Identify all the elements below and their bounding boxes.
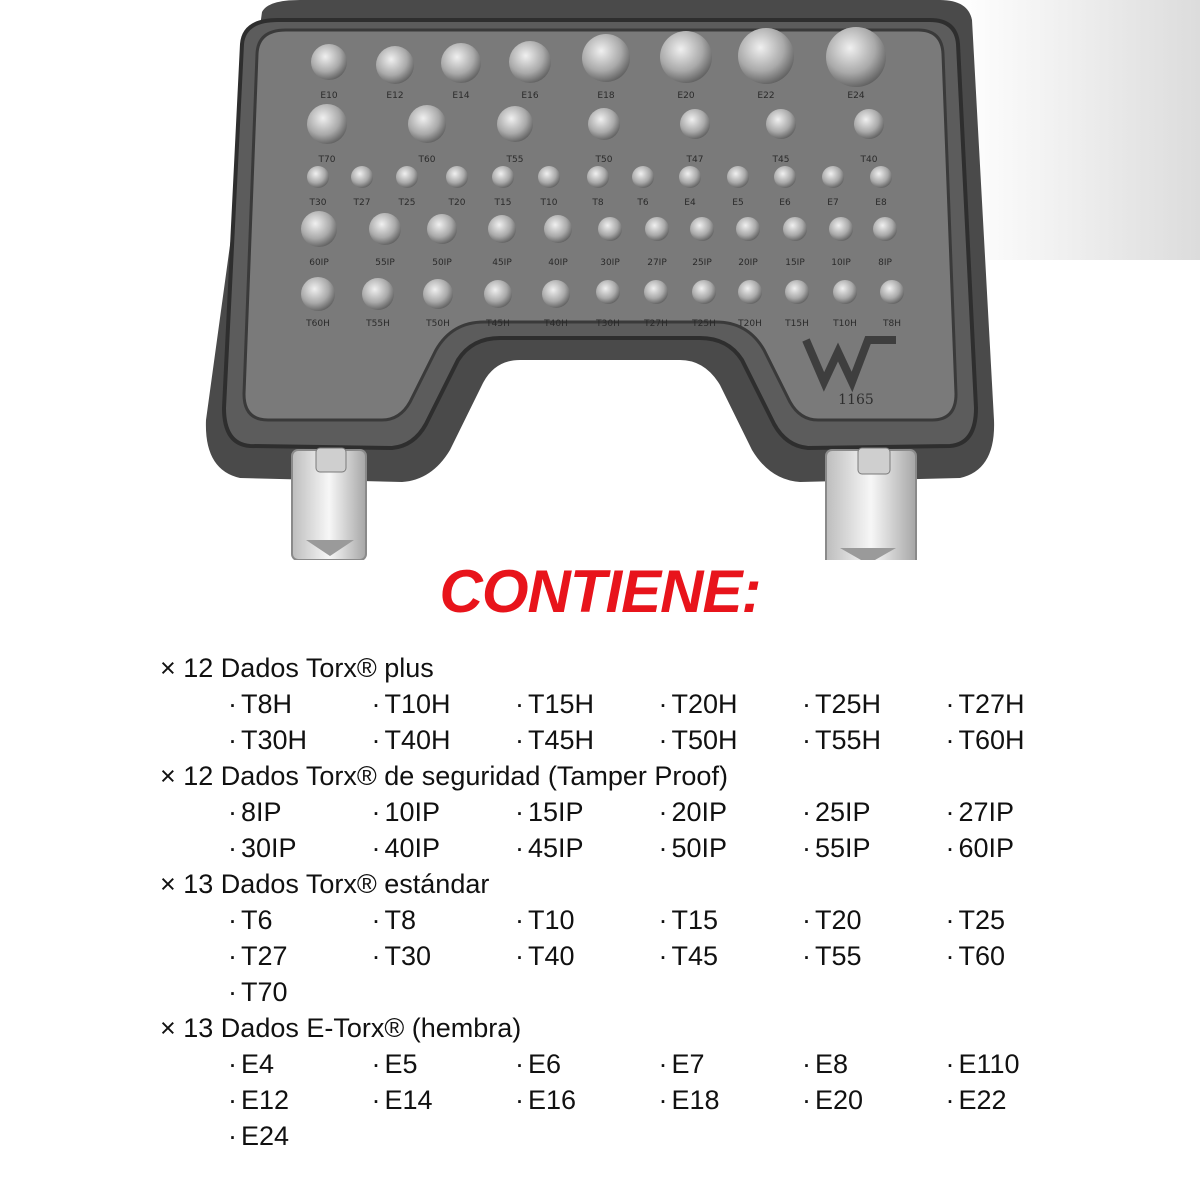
bullet-dot: · (228, 905, 237, 935)
bullet-dot: · (658, 941, 668, 971)
list-item (946, 938, 1090, 974)
list-item (515, 722, 659, 758)
group-title: × 12 Dados Torx® de seguridad (Tamper Proof) (160, 761, 728, 791)
item-label: T40H (384, 725, 451, 755)
slot-label: E22 (757, 91, 775, 101)
item-grid (160, 686, 1120, 758)
list-item (946, 794, 1090, 830)
list-item (802, 794, 946, 830)
item-grid (160, 902, 1120, 1010)
bullet-dot: · (658, 905, 668, 935)
bullet-dot: · (658, 1049, 668, 1079)
item-label: T60 (958, 941, 1006, 971)
bullet-dot: · (515, 689, 524, 719)
slot-label: T20 (448, 198, 466, 208)
slot-label: E24 (847, 91, 865, 101)
slot-label: T25H (692, 319, 716, 329)
group-title: × 13 Dados E-Torx® (hembra) (160, 1013, 522, 1043)
item-label: E8 (815, 1049, 849, 1079)
socket-27ip (645, 217, 669, 241)
item-label: T15H (528, 689, 595, 719)
slot-label: T55 (506, 155, 524, 165)
contents-heading: CONTIENE: (439, 558, 761, 625)
slot-label: 50IP (432, 258, 452, 268)
list-item (946, 1082, 1090, 1118)
socket-e8 (870, 166, 892, 188)
item-label: E18 (671, 1085, 720, 1115)
slot-label: T30H (596, 319, 620, 329)
socket-e7 (822, 166, 844, 188)
list-item (228, 722, 372, 758)
socket-e24 (826, 27, 886, 87)
bullet-dot: · (945, 905, 955, 935)
list-item (946, 830, 1090, 866)
list-item (372, 722, 516, 758)
slot-label: 45IP (492, 258, 512, 268)
bullet-dot: · (945, 797, 955, 827)
bullet-dot: · (371, 905, 381, 935)
slot-label: E10 (320, 91, 338, 101)
item-label: E20 (815, 1085, 864, 1115)
slot-label: 10IP (831, 258, 851, 268)
slot-label: T50H (426, 319, 450, 329)
item-label: T60H (958, 725, 1025, 755)
socket-t30h (596, 280, 620, 304)
bullet-dot: · (228, 689, 237, 719)
group-torx-standard (160, 866, 1120, 1010)
list-item (228, 1046, 372, 1082)
item-label: E12 (241, 1085, 290, 1115)
list-item (946, 1046, 1090, 1082)
item-label: 10IP (384, 797, 441, 827)
item-grid (160, 1046, 1120, 1154)
slot-label: E6 (779, 198, 791, 208)
socket-50ip (427, 214, 457, 244)
bullet-dot: · (515, 725, 524, 755)
bullet-dot: · (371, 941, 381, 971)
item-label: T10 (528, 905, 575, 935)
item-label: 15IP (528, 797, 584, 827)
socket-t25h (692, 280, 716, 304)
item-label: 60IP (958, 833, 1015, 863)
bullet-dot: · (658, 725, 668, 755)
list-item (228, 830, 372, 866)
list-item (946, 722, 1090, 758)
bullet-dot: · (228, 1049, 237, 1079)
socket-t15h (785, 280, 809, 304)
socket-40ip (544, 215, 572, 243)
socket-t20 (446, 166, 468, 188)
bullet-dot: · (371, 1049, 381, 1079)
list-item (659, 1082, 803, 1118)
bullet-dot: · (228, 833, 237, 863)
item-label: E4 (241, 1049, 275, 1079)
bullet-dot: · (945, 725, 955, 755)
item-label: 55IP (815, 833, 871, 863)
bullet-dot: · (515, 833, 524, 863)
socket-t10 (538, 166, 560, 188)
socket-e16 (509, 41, 551, 83)
slot-label: 40IP (548, 258, 568, 268)
group-tamper-proof (160, 758, 1120, 866)
bullet-dot: · (228, 941, 237, 971)
bullet-dot: · (228, 725, 237, 755)
list-item (659, 794, 803, 830)
list-item (802, 722, 946, 758)
item-label: 25IP (815, 797, 871, 827)
socket-e18 (582, 34, 630, 82)
slot-label: T40H (544, 319, 568, 329)
socket-e6 (774, 166, 796, 188)
list-item (515, 686, 659, 722)
item-label: T50H (671, 725, 738, 755)
contents-list (160, 650, 1120, 1154)
item-label: T10H (384, 689, 451, 719)
item-label: E16 (528, 1085, 577, 1115)
case-model-number: 1165 (838, 392, 874, 408)
slot-label: E7 (827, 198, 839, 208)
slot-label: E4 (684, 198, 696, 208)
list-item (659, 938, 803, 974)
slot-label: 55IP (375, 258, 395, 268)
product-photo (0, 0, 1200, 560)
socket-e10 (311, 44, 347, 80)
bullet-dot: · (802, 797, 811, 827)
background-shadow (960, 0, 1200, 260)
bullet-dot: · (658, 833, 668, 863)
socket-case-illustration (0, 0, 1200, 560)
socket-t30 (307, 166, 329, 188)
socket-e5 (727, 166, 749, 188)
item-label: 27IP (958, 797, 1015, 827)
list-item (372, 794, 516, 830)
slot-label: 20IP (738, 258, 758, 268)
socket-t15 (492, 166, 514, 188)
item-label: T25H (815, 689, 882, 719)
socket-10ip (829, 217, 853, 241)
socket-t20h (738, 280, 762, 304)
bullet-dot: · (228, 1121, 237, 1151)
item-grid (160, 794, 1120, 866)
slot-label: T27 (353, 198, 371, 208)
list-item (946, 902, 1090, 938)
slot-label: T47 (686, 155, 704, 165)
bullet-dot: · (802, 1085, 811, 1115)
socket-t27h (644, 280, 668, 304)
list-item (659, 722, 803, 758)
item-label: T8 (384, 905, 417, 935)
socket-t55h (362, 278, 394, 310)
socket-e14 (441, 43, 481, 83)
item-label: 8IP (241, 797, 282, 827)
group-title: × 13 Dados Torx® estándar (160, 869, 490, 899)
list-item (515, 794, 659, 830)
bullet-dot: · (228, 1085, 237, 1115)
list-item (802, 1082, 946, 1118)
item-label: T15 (671, 905, 719, 935)
slot-label: 8IP (878, 258, 892, 268)
bullet-dot: · (228, 977, 237, 1007)
list-item (659, 830, 803, 866)
list-item (372, 830, 516, 866)
item-label: T20H (671, 689, 738, 719)
slot-label: T27H (644, 319, 668, 329)
item-label: 45IP (528, 833, 584, 863)
group-e-torx (160, 1010, 1120, 1154)
list-item (372, 938, 516, 974)
slot-label: E18 (597, 91, 615, 101)
list-item (515, 902, 659, 938)
socket-55ip (369, 213, 401, 245)
bullet-dot: · (802, 941, 811, 971)
slot-label: T60 (418, 155, 436, 165)
item-label: T8H (241, 689, 293, 719)
slot-label: T45H (486, 319, 510, 329)
item-label: 30IP (241, 833, 297, 863)
item-label: T55 (815, 941, 862, 971)
socket-t10h (833, 280, 857, 304)
item-label: T55H (815, 725, 882, 755)
list-item (228, 974, 372, 1010)
slot-label: T10H (833, 319, 857, 329)
list-item (228, 686, 372, 722)
socket-t60h (301, 277, 335, 311)
slot-label: T15H (785, 319, 809, 329)
slot-label: T20H (738, 319, 762, 329)
list-item (802, 938, 946, 974)
bullet-dot: · (515, 1085, 524, 1115)
item-label: T27 (241, 941, 288, 971)
list-item (515, 938, 659, 974)
list-item (372, 686, 516, 722)
item-label: T30 (384, 941, 432, 971)
item-label: T30H (241, 725, 308, 755)
item-label: E6 (528, 1049, 562, 1079)
socket-t6 (632, 166, 654, 188)
socket-e22 (738, 28, 794, 84)
slot-label: T45 (772, 155, 790, 165)
socket-t40 (854, 109, 884, 139)
list-item (515, 1046, 659, 1082)
bullet-dot: · (371, 797, 381, 827)
slot-label: T8H (883, 319, 901, 329)
socket-30ip (598, 217, 622, 241)
socket-t45h (484, 280, 512, 308)
bullet-dot: · (515, 797, 524, 827)
socket-15ip (783, 217, 807, 241)
slot-label: E12 (386, 91, 404, 101)
slot-label: E5 (732, 198, 744, 208)
bullet-dot: · (802, 1049, 811, 1079)
slot-label: T30 (309, 198, 327, 208)
bullet-dot: · (945, 941, 955, 971)
item-label: T25 (958, 905, 1006, 935)
right-latch[interactable] (826, 448, 916, 560)
list-item (228, 938, 372, 974)
slot-label: T15 (494, 198, 512, 208)
list-item (372, 1046, 516, 1082)
list-item (946, 686, 1090, 722)
bullet-dot: · (515, 1049, 524, 1079)
list-item (372, 902, 516, 938)
socket-t40h (542, 280, 570, 308)
bullet-dot: · (802, 689, 811, 719)
item-label: E14 (384, 1085, 433, 1115)
slot-label: 27IP (647, 258, 667, 268)
slot-label: E20 (677, 91, 695, 101)
slot-label: 15IP (785, 258, 805, 268)
socket-45ip (488, 215, 516, 243)
list-item (228, 1118, 372, 1154)
bullet-dot: · (515, 905, 524, 935)
item-label: T45H (528, 725, 595, 755)
item-label: E5 (384, 1049, 418, 1079)
bullet-dot: · (802, 905, 811, 935)
list-item (515, 1082, 659, 1118)
item-label: 40IP (384, 833, 441, 863)
socket-t55 (497, 106, 533, 142)
bullet-dot: · (658, 797, 668, 827)
list-item (659, 902, 803, 938)
socket-60ip (301, 211, 337, 247)
list-item (802, 1046, 946, 1082)
slot-label: E16 (521, 91, 539, 101)
item-label: T70 (241, 977, 288, 1007)
slot-label: 25IP (692, 258, 712, 268)
slot-label: E8 (875, 198, 887, 208)
socket-t50h (423, 279, 453, 309)
slot-label: T10 (540, 198, 558, 208)
socket-e20 (660, 31, 712, 83)
socket-t27 (351, 166, 373, 188)
socket-t8h (880, 280, 904, 304)
slot-label: T50 (595, 155, 613, 165)
socket-20ip (736, 217, 760, 241)
bullet-dot: · (371, 689, 381, 719)
slot-label: T55H (366, 319, 390, 329)
slot-label: 30IP (600, 258, 620, 268)
slot-label: E14 (452, 91, 470, 101)
socket-t60 (408, 105, 446, 143)
item-label: T27H (958, 689, 1025, 719)
bullet-dot: · (371, 833, 381, 863)
item-label: E24 (241, 1121, 290, 1151)
bullet-dot: · (515, 941, 524, 971)
slot-label: T25 (398, 198, 416, 208)
bullet-dot: · (371, 725, 381, 755)
bullet-dot: · (802, 725, 811, 755)
socket-t47 (680, 109, 710, 139)
bullet-dot: · (945, 1049, 955, 1079)
slot-label: T6 (637, 198, 649, 208)
bullet-dot: · (371, 1085, 381, 1115)
item-label: E110 (958, 1049, 1020, 1079)
bullet-dot: · (658, 689, 668, 719)
list-item (659, 686, 803, 722)
slot-label: T60H (306, 319, 330, 329)
slot-label: T40 (860, 155, 878, 165)
bullet-dot: · (228, 797, 237, 827)
socket-e4 (679, 166, 701, 188)
item-label: T45 (671, 941, 719, 971)
bullet-dot: · (945, 689, 955, 719)
socket-t50 (588, 108, 620, 140)
bullet-dot: · (945, 833, 955, 863)
list-item (228, 1082, 372, 1118)
list-item (372, 1082, 516, 1118)
item-label: T6 (241, 905, 273, 935)
list-item (228, 794, 372, 830)
left-latch[interactable] (292, 448, 366, 560)
item-label: 50IP (671, 833, 728, 863)
list-item (802, 686, 946, 722)
bullet-dot: · (945, 1085, 955, 1115)
item-label: T40 (528, 941, 575, 971)
group-torx-plus (160, 650, 1120, 758)
bullet-dot: · (802, 833, 811, 863)
slot-label: T70 (318, 155, 336, 165)
slot-label: T8 (592, 198, 604, 208)
item-label: E7 (671, 1049, 705, 1079)
socket-t8 (587, 166, 609, 188)
group-title: × 12 Dados Torx® plus (160, 653, 434, 683)
socket-t70 (307, 104, 347, 144)
item-label: 20IP (671, 797, 728, 827)
socket-e12 (376, 46, 414, 84)
item-label: E22 (958, 1085, 1007, 1115)
list-item (228, 902, 372, 938)
item-label: T20 (815, 905, 862, 935)
socket-25ip (690, 217, 714, 241)
slot-label: 60IP (309, 258, 329, 268)
socket-t25 (396, 166, 418, 188)
list-item (659, 1046, 803, 1082)
bullet-dot: · (658, 1085, 668, 1115)
socket-8ip (873, 217, 897, 241)
socket-t45 (766, 109, 796, 139)
list-item (802, 902, 946, 938)
list-item (802, 830, 946, 866)
list-item (515, 830, 659, 866)
